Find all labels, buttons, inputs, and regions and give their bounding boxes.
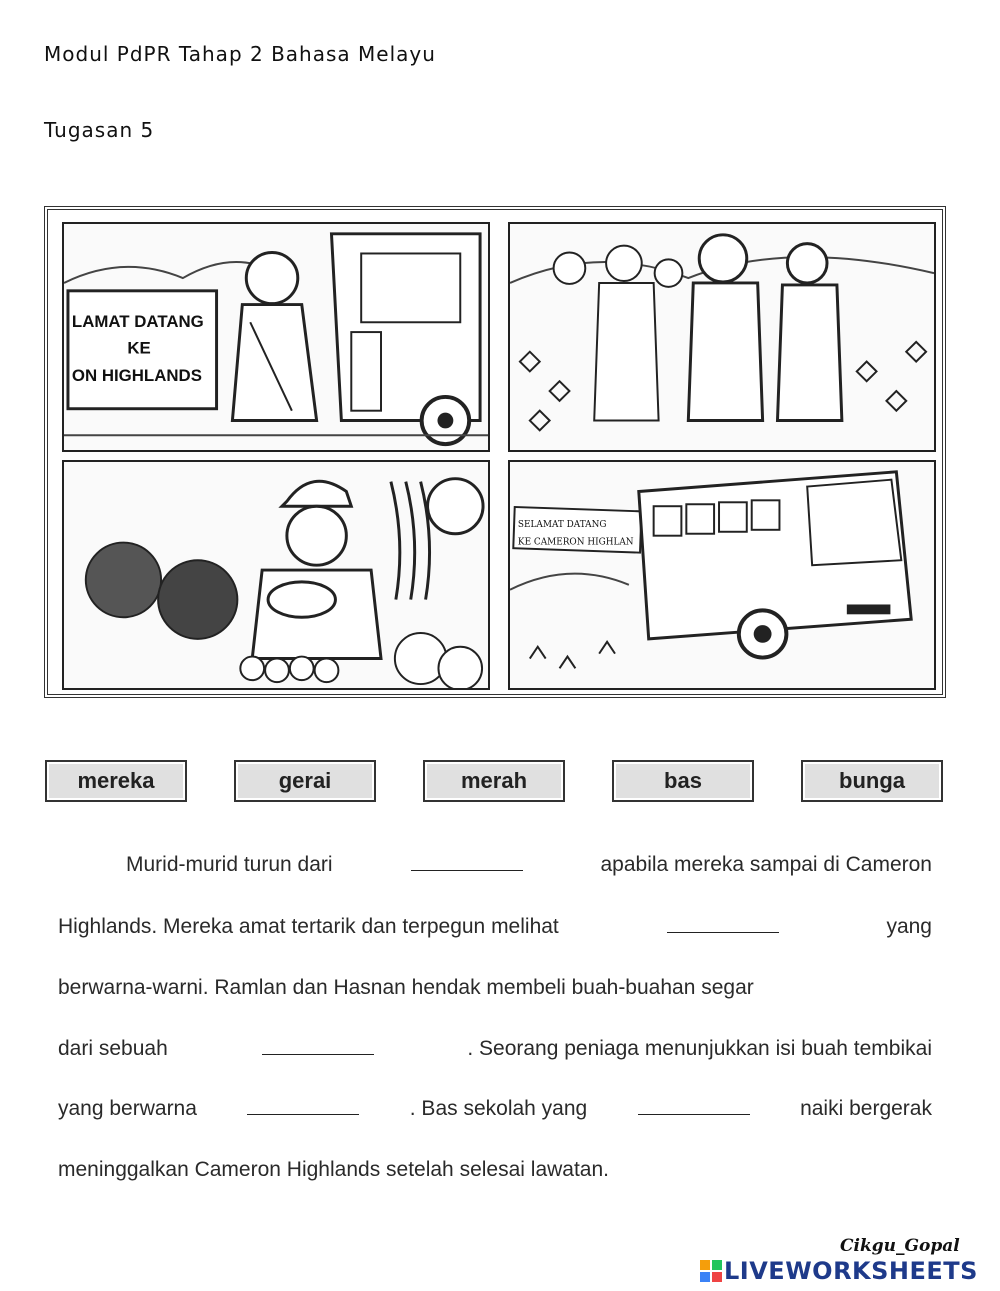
- sign-line-2: KE CAMERON HIGHLAN: [517, 537, 634, 548]
- word-bank-merah[interactable]: merah: [423, 760, 565, 802]
- answer-blank-3[interactable]: [262, 1036, 374, 1055]
- passage-line: [58, 1096, 932, 1126]
- passage-text: meninggalkan Cameron Highlands setelah selesai lawatan.: [58, 1158, 609, 1181]
- answer-blank-1[interactable]: [411, 852, 523, 871]
- passage-text: Highlands. Mereka amat tertarik dan terpegun melihat: [58, 915, 559, 938]
- task-title: Tugasan 5: [44, 118, 155, 142]
- module-title: Modul PdPR Tahap 2 Bahasa Melayu: [44, 42, 436, 66]
- liveworksheets-logo[interactable]: [700, 1257, 978, 1285]
- logo-block: [712, 1260, 722, 1270]
- word-bank-mereka[interactable]: mereka: [45, 760, 187, 802]
- passage-line: [58, 976, 932, 1006]
- passage-text: naiki bergerak: [800, 1097, 932, 1120]
- sign-line-3: ON HIGHLANDS: [71, 366, 202, 386]
- logo-block: [700, 1272, 710, 1282]
- word-bank-bas[interactable]: bas: [612, 760, 754, 802]
- panel-bus-leaving: [508, 460, 936, 690]
- passage-text: apabila mereka sampai di Cameron: [600, 853, 932, 876]
- passage-line: [58, 1036, 932, 1066]
- passage-line: [58, 852, 932, 882]
- panel-fruit-stall: [62, 460, 490, 690]
- passage-text: . Seorang peniaga menunjukkan isi buah tembikai: [467, 1037, 932, 1060]
- answer-blank-4[interactable]: [247, 1096, 359, 1115]
- passage-text: yang berwarna: [58, 1097, 197, 1120]
- passage-line: [58, 1158, 932, 1188]
- brand-name: LIVEWORKSHEETS: [724, 1257, 978, 1285]
- logo-block: [712, 1272, 722, 1282]
- word-bank-gerai[interactable]: gerai: [234, 760, 376, 802]
- logo-blocks-icon: [700, 1260, 722, 1282]
- passage-text: dari sebuah: [58, 1037, 168, 1060]
- passage-text: berwarna-warni. Ramlan dan Hasnan hendak membeli buah-buahan segar: [58, 976, 754, 999]
- sign-line-1: LAMAT DATANG: [71, 312, 204, 332]
- answer-blank-5[interactable]: [638, 1096, 750, 1115]
- passage-text: Murid-murid turun dari: [126, 853, 333, 876]
- passage-text: yang: [886, 915, 932, 938]
- answer-blank-2[interactable]: [667, 914, 779, 933]
- panel-arrival: [62, 222, 490, 452]
- author-signature: Cikgu_Gopal: [840, 1236, 960, 1256]
- panel-flowers: [508, 222, 936, 452]
- sign-line-2: KE: [127, 338, 151, 358]
- word-bank-bunga[interactable]: bunga: [801, 760, 943, 802]
- passage-line: [58, 914, 932, 944]
- story-illustration: [44, 206, 946, 698]
- sign-line-1: SELAMAT DATANG: [517, 519, 607, 530]
- passage-text: . Bas sekolah yang: [409, 1097, 588, 1120]
- logo-block: [700, 1260, 710, 1270]
